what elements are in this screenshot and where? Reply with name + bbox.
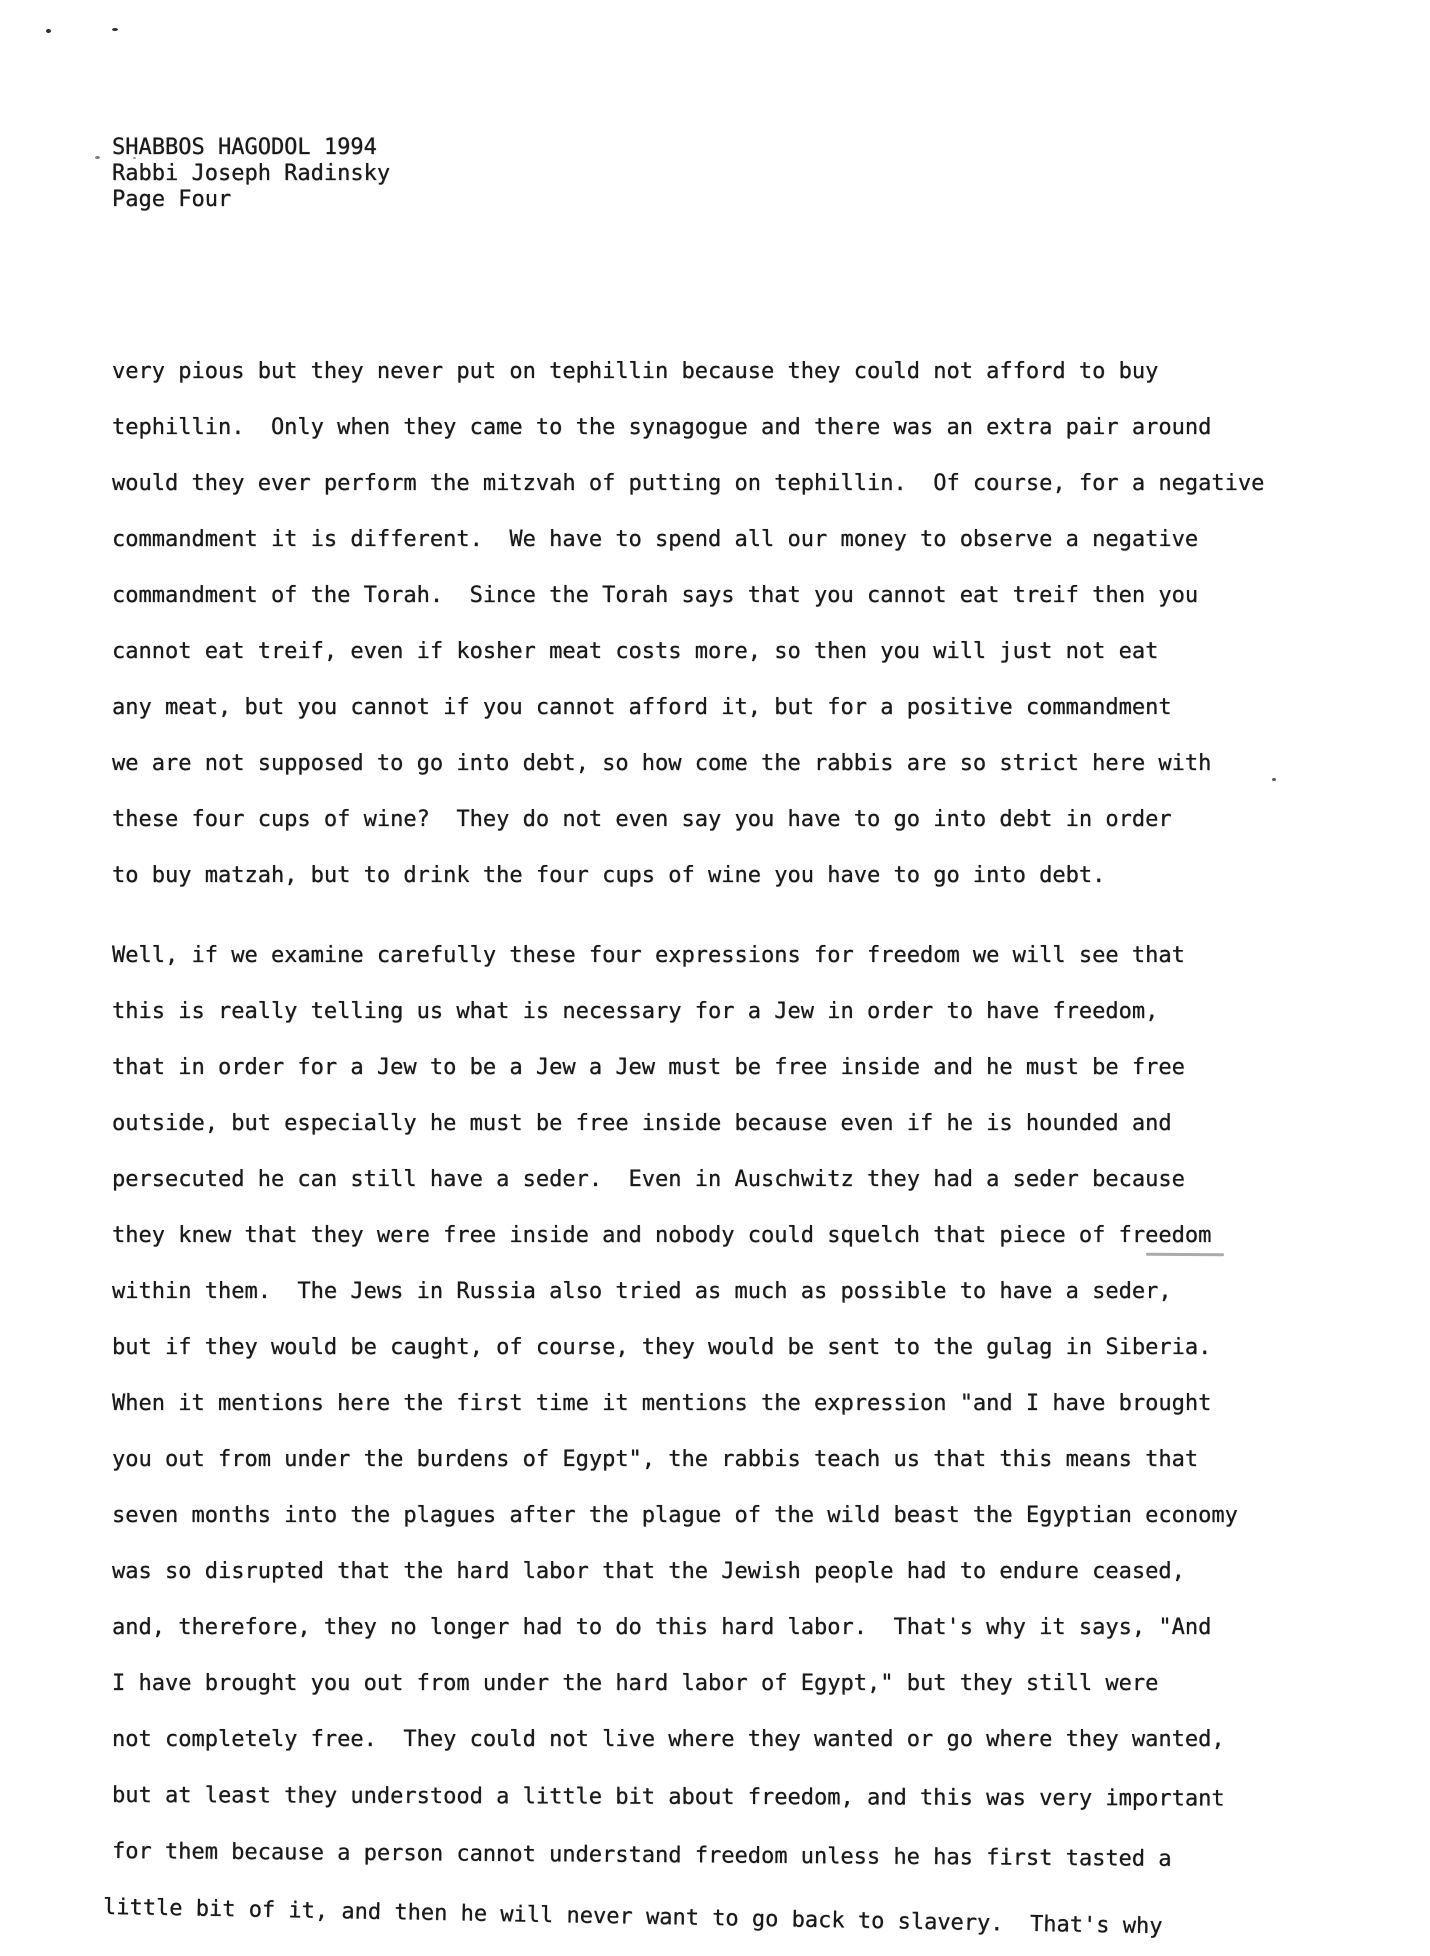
text-line: little bit of it, and then he will never want to go back to slavery. That's why bbox=[102, 1894, 1163, 1940]
text-line: outside, but especially he must be free inside because even if he is hounded and bbox=[112, 1111, 1172, 1136]
scan-artifact-dot bbox=[112, 28, 118, 31]
text-line: that in order for a Jew to be a Jew a Jew must be free inside and he must be free bbox=[112, 1055, 1185, 1080]
text-line: very pious but they never put on tephillin because they could not afford to buy bbox=[112, 359, 1159, 384]
text-line: seven months into the plagues after the plague of the wild beast the Egyptian economy bbox=[112, 1503, 1238, 1528]
header-line: Page Four bbox=[112, 187, 232, 212]
text-line: commandment it is different. We have to spend all our money to observe a negative bbox=[112, 527, 1199, 552]
text-line: but if they would be caught, of course, they would be sent to the gulag in Siberia. bbox=[112, 1335, 1212, 1360]
text-line: these four cups of wine? They do not even say you have to go into debt in order bbox=[112, 807, 1172, 832]
text-line: within them. The Jews in Russia also tried as much as possible to have a seder, bbox=[112, 1279, 1172, 1304]
text-line: Well, if we examine carefully these four expressions for freedom we will see that bbox=[112, 943, 1185, 968]
text-line: and, therefore, they no longer had to do this hard labor. That's why it says, "And bbox=[112, 1615, 1212, 1640]
text-line: we are not supposed to go into debt, so how come the rabbis are so strict here with bbox=[112, 751, 1212, 776]
text-line: this is really telling us what is necessary for a Jew in order to have freedom, bbox=[112, 999, 1159, 1024]
text-line: I have brought you out from under the hard labor of Egypt," but they still were bbox=[112, 1671, 1159, 1696]
text-line: to buy matzah, but to drink the four cups of wine you have to go into debt. bbox=[112, 863, 1106, 888]
text-line: for them because a person cannot understand freedom unless he has first tasted a bbox=[111, 1839, 1172, 1872]
scan-artifact-dot bbox=[46, 29, 51, 33]
text-line: you out from under the burdens of Egypt", the rabbis teach us that this means that bbox=[112, 1447, 1199, 1472]
text-line: would they ever perform the mitzvah of putting on tephillin. Of course, for a negative bbox=[112, 471, 1265, 496]
text-line: not completely free. They could not live where they wanted or go where they wanted, bbox=[112, 1727, 1225, 1752]
scan-artifact-dot bbox=[1272, 778, 1276, 781]
text-line: persecuted he can still have a seder. Even in Auschwitz they had a seder because bbox=[112, 1167, 1185, 1192]
text-line: When it mentions here the first time it mentions the expression "and I have brought bbox=[112, 1391, 1212, 1416]
text-line: cannot eat treif, even if kosher meat costs more, so then you will just not eat bbox=[112, 639, 1159, 664]
header-line: Rabbi Joseph Radinsky bbox=[112, 161, 391, 186]
text-line: but at least they understood a little bit about freedom, and this was very important bbox=[111, 1783, 1225, 1812]
text-line: was so disrupted that the hard labor that the Jewish people had to endure ceased, bbox=[112, 1559, 1185, 1584]
paragraph-2 bbox=[102, 760, 1238, 1940]
header-line: SHABBOS HAGODOL 1994 bbox=[112, 135, 377, 160]
text-line: tephillin. Only when they came to the synagogue and there was an extra pair around bbox=[112, 415, 1212, 440]
scan-artifact-dot bbox=[95, 156, 100, 159]
text-line: they knew that they were free inside and nobody could squelch that piece of freedom bbox=[112, 1223, 1212, 1248]
text-line: commandment of the Torah. Since the Torah says that you cannot eat treif then you bbox=[112, 583, 1199, 608]
text-line: any meat, but you cannot if you cannot afford it, but for a positive commandment bbox=[112, 695, 1172, 720]
